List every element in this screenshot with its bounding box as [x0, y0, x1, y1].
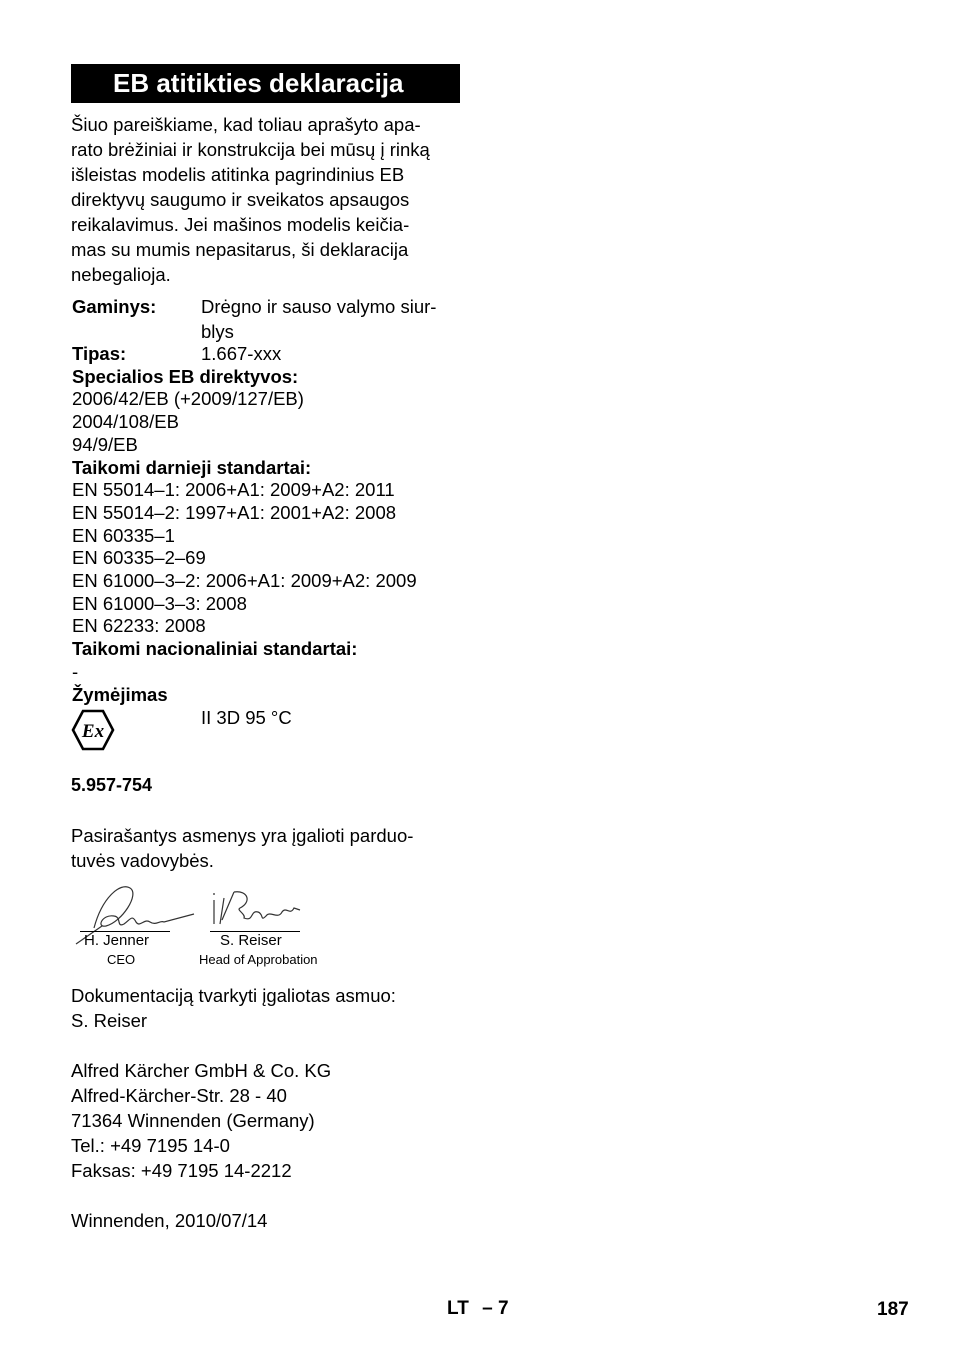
authorization-line: Pasirašantys asmenys yra įgalioti parduo-: [71, 825, 414, 846]
spec-block: [72, 343, 417, 706]
signature-reiser: [208, 886, 304, 932]
intro-line: mas su mumis nepasitarus, ši deklaracija: [71, 239, 409, 260]
place-date: Winnenden, 2010/07/14: [71, 1210, 268, 1231]
documentation-line: Dokumentaciją tvarkyti įgaliotas asmuo:: [71, 985, 396, 1006]
intro-line: nebegalioja.: [71, 264, 171, 285]
intro-line: rato brėžiniai ir konstrukcija bei mūsų į rinką: [71, 139, 430, 160]
standard-item: EN 60335–1: [72, 524, 175, 546]
directive-item: 94/9/EB: [72, 433, 138, 455]
ex-atex-icon: [71, 709, 115, 751]
standard-item: EN 55014–1: 2006+A1: 2009+A2: 2011: [72, 479, 395, 501]
product-block: [72, 294, 436, 344]
intro-line: išleistas modelis atitinka pagrindinius EB: [71, 164, 405, 185]
type-label: Tipas:: [72, 343, 127, 364]
documentation-person: [71, 983, 396, 1033]
directives-heading: Specialios EB direktyvos:: [72, 365, 299, 387]
company-address: [71, 1058, 331, 1183]
marking-value: II 3D 95 °C: [201, 707, 292, 728]
footer-section: [447, 1298, 509, 1320]
product-value-cont: blys: [201, 321, 234, 342]
product-value: Drėgno ir sauso valymo siur-: [201, 296, 437, 317]
svg-text:Ex: Ex: [81, 721, 105, 742]
standard-item: EN 62233: 2008: [72, 615, 206, 637]
harmonized-heading: Taikomi darnieji standartai:: [72, 456, 312, 478]
signatory-role: CEO: [107, 952, 136, 967]
intro-line: reikalavimus. Jei mašinos modelis keičia-: [71, 214, 410, 235]
address-line: Alfred Kärcher GmbH & Co. KG: [71, 1060, 332, 1081]
marking-heading: Žymėjimas: [72, 683, 168, 705]
type-value: 1.667-xxx: [201, 343, 282, 364]
address-line: 71364 Winnenden (Germany): [71, 1110, 315, 1131]
directive-item: 2004/108/EB: [72, 411, 179, 433]
documentation-line: S. Reiser: [71, 1010, 148, 1031]
standard-item: EN 55014–2: 1997+A1: 2001+A2: 2008: [72, 501, 397, 523]
address-line: Tel.: +49 7195 14-0: [71, 1135, 230, 1156]
intro-paragraph: [71, 112, 430, 287]
footer-section-code: LT: [447, 1298, 469, 1319]
footer-section-page: – 7: [482, 1298, 509, 1319]
address-line: Faksas: +49 7195 14-2212: [71, 1160, 292, 1181]
directive-item: 2006/42/EB (+2009/127/EB): [72, 388, 304, 410]
page-title: EB atitikties deklaracija: [71, 64, 460, 103]
intro-line: direktyvų saugumo ir sveikatos apsaugos: [71, 189, 410, 210]
authorization-text: [71, 823, 413, 873]
standard-item: EN 61000–3–2: 2006+A1: 2009+A2: 2009: [72, 570, 417, 592]
address-line: Alfred-Kärcher-Str. 28 - 40: [71, 1085, 287, 1106]
document-number: 5.957-754: [71, 775, 153, 795]
standard-item: EN 60335–2–69: [72, 547, 206, 569]
signatory-name: H. Jenner: [84, 932, 150, 949]
signatory-role: Head of Approbation: [199, 952, 318, 967]
page-number: 187: [877, 1299, 909, 1320]
authorization-line: tuvės vadovybės.: [71, 850, 214, 871]
intro-line: Šiuo pareiškiame, kad toliau aprašyto apa-: [71, 114, 421, 135]
signatory-name: S. Reiser: [220, 932, 282, 949]
product-label: Gaminys:: [72, 296, 157, 317]
standard-item: EN 61000–3–3: 2008: [72, 592, 247, 614]
national-value: -: [72, 660, 79, 682]
national-heading: Taikomi nacionaliniai standartai:: [72, 638, 358, 660]
